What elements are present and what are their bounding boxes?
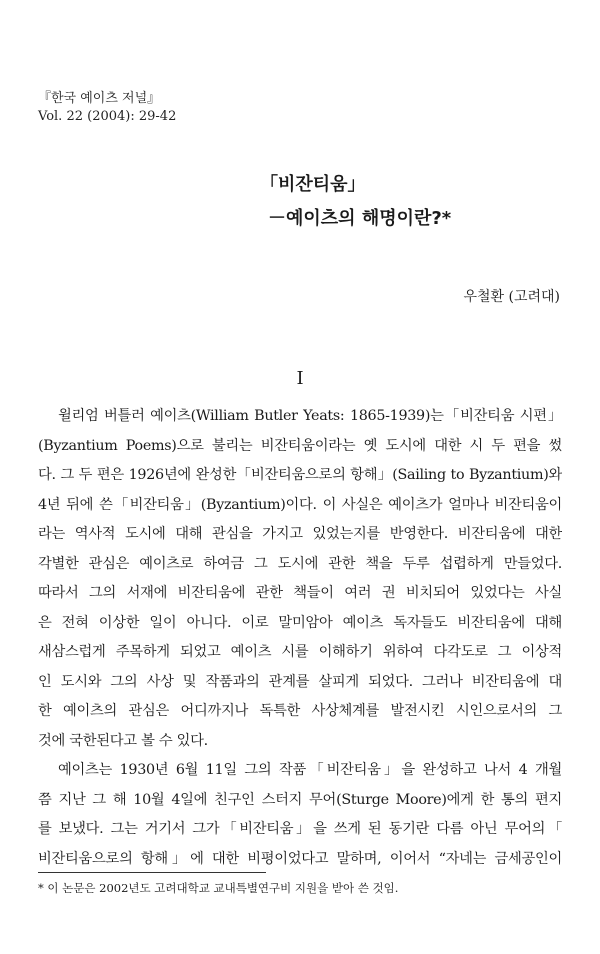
body-line: 은 전혀 이상한 일이 아니다. 이로 말미암아 예이츠 독자들도 비잔티움에 대해 bbox=[38, 614, 562, 631]
title-line-2: －예이츠의 해명이란?* bbox=[268, 208, 452, 229]
body-text bbox=[38, 402, 562, 874]
body-line: 쯤 지난 그 해 10월 4일에 친구인 스터지 무어(Sturge Moore)에게 한 통의 편지 bbox=[38, 791, 562, 808]
body-line: 라는 역사적 도시에 대해 관심을 가지고 있었는지를 반영한다. 비잔티움에 대한 bbox=[38, 526, 562, 542]
footnote-divider bbox=[38, 872, 266, 873]
body-line: 것에 국한된다고 볼 수 있다. bbox=[38, 732, 208, 749]
body-line: 4년 뒤에 쓴「비잔티움」(Byzantium)이다. 이 사실은 예이츠가 얼마나 비잔티움이 bbox=[38, 496, 562, 513]
body-line: 다. 그 두 편은 1926년에 완성한「비잔티움으로의 항해」(Sailing to Byzantium)와 bbox=[38, 467, 562, 483]
body-line: 를 보냈다. 그는 거기서 그가「비잔티움」을 쓰게 된 동기란 다름 아닌 무어의「 bbox=[38, 821, 562, 837]
body-line: 예이츠는 1930년 6월 11일 그의 작품「비잔티움」을 완성하고 나서 4 개월 bbox=[58, 762, 562, 778]
title-line-1: 「비잔티움」 bbox=[260, 174, 366, 195]
journal-header bbox=[38, 90, 176, 126]
volume-info: Vol. 22 (2004): 29-42 bbox=[38, 109, 177, 124]
author-byline: 우철환 (고려대) bbox=[463, 289, 560, 305]
body-line: 윌리엄 버틀러 예이츠(William Butler Yeats: 1865-1939)는「비잔티움 시편」 bbox=[58, 408, 562, 424]
footnote: * 이 논문은 2002년도 고려대학교 교내특별연구비 지원을 받아 쓴 것임. bbox=[38, 881, 399, 895]
body-line: 각별한 관심은 예이츠로 하여금 그 도시에 관한 책을 두루 섭렵하게 만들었다. bbox=[38, 555, 562, 572]
body-line: 한 예이츠의 관심은 어디까지나 독특한 사상체계를 발전시킨 시인으로서의 그 bbox=[38, 703, 562, 719]
body-line: 새삼스럽게 주목하게 되었고 예이츠 시를 이해하기 위하여 다각도로 그 이상적 bbox=[38, 644, 562, 660]
body-line: 인 도시와 그의 사상 및 작품과의 관계를 살피게 되었다. 그러나 비잔티움에 대 bbox=[38, 673, 562, 690]
section-heading: I bbox=[296, 368, 304, 389]
body-line: (Byzantium Poems)으로 불리는 비잔티움이라는 옛 도시에 대한 시 두 편을 썼 bbox=[38, 437, 562, 454]
body-line: 비잔티움으로의 항해」에 대한 비평이었다고 말하며, 이어서 “자네는 금세공인이 bbox=[38, 850, 562, 867]
body-line: 따라서 그의 서재에 비잔티움에 관한 책들이 여러 권 비치되어 있었다는 사실 bbox=[38, 585, 562, 601]
journal-name: 『한국 예이츠 저널』 bbox=[38, 91, 161, 106]
